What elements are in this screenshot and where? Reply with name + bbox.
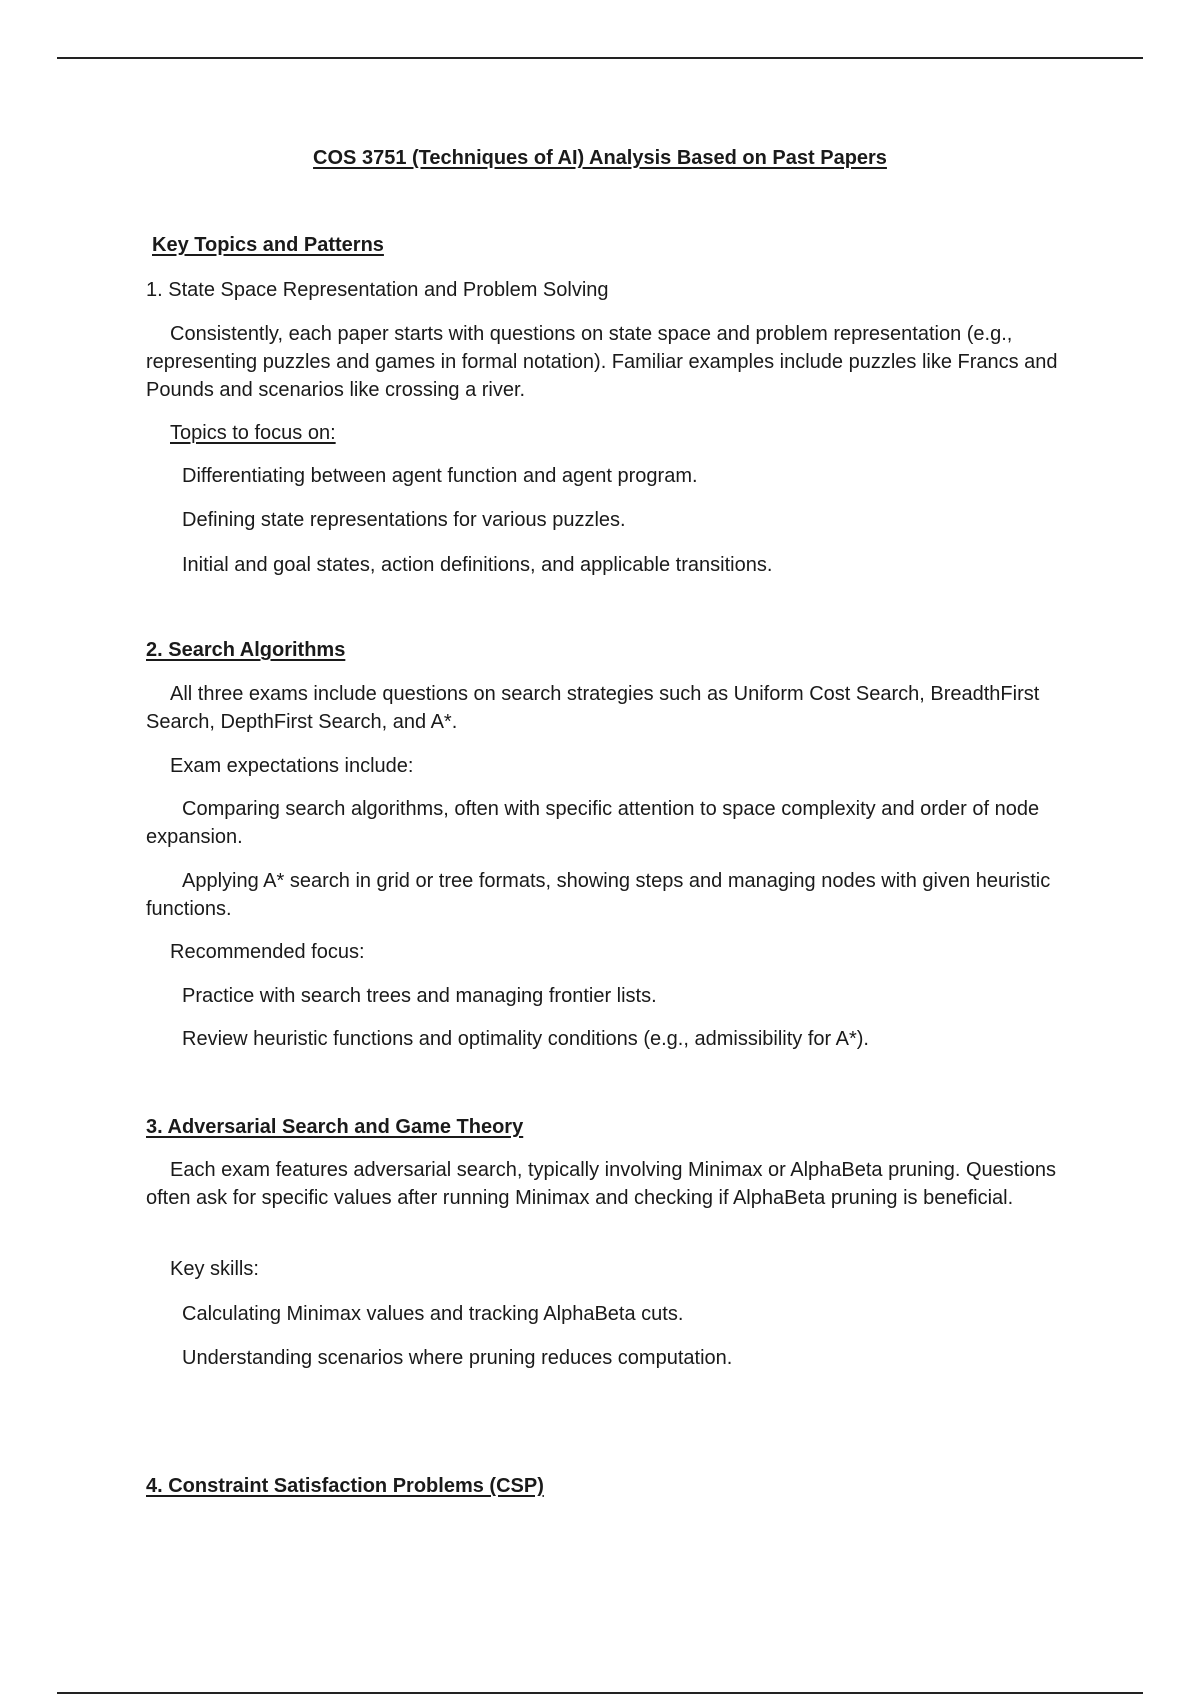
section1-item: Defining state representations for various puzzles. xyxy=(182,509,626,531)
section2-expectation: Comparing search algorithms, often with specific attention to space complexity and order of node expansion. xyxy=(146,798,1040,848)
key-topics-heading: Key Topics and Patterns xyxy=(152,234,384,256)
section1-intro: Consistently, each paper starts with questions on state space and problem representation (e.g., representing puzzles and games in formal notation). Familiar examples include puzzles like Francs and Pounds and scenarios like crossing a river. xyxy=(146,323,1058,401)
bottom-rule xyxy=(57,1692,1143,1694)
section2-heading: 2. Search Algorithms xyxy=(146,639,346,661)
top-rule xyxy=(57,57,1143,59)
section1-heading: 1. State Space Representation and Problem Solving xyxy=(146,279,609,301)
section2-focus-item: Review heuristic functions and optimality conditions (e.g., admissibility for A*). xyxy=(182,1028,869,1050)
section1-item: Initial and goal states, action definitions, and applicable transitions. xyxy=(182,554,773,576)
section2-expectations-label: Exam expectations include: xyxy=(170,755,414,777)
document-title: COS 3751 (Techniques of AI) Analysis Based on Past Papers xyxy=(313,147,887,169)
section3-intro: Each exam features adversarial search, typically involving Minimax or AlphaBeta pruning. Questions often ask for specific values after running Minimax and checking if AlphaBeta pruning is beneficial. xyxy=(146,1159,1056,1209)
section2-intro: All three exams include questions on search strategies such as Uniform Cost Search, BreadthFirst Search, DepthFirst Search, and A*. xyxy=(146,683,1040,733)
section2-focus-item: Practice with search trees and managing frontier lists. xyxy=(182,985,657,1007)
section2-focus-label: Recommended focus: xyxy=(170,941,365,963)
section1-item: Differentiating between agent function and agent program. xyxy=(182,465,698,487)
section3-item: Understanding scenarios where pruning reduces computation. xyxy=(182,1347,733,1369)
section2-expectation: Applying A* search in grid or tree formats, showing steps and managing nodes with given heuristic functions. xyxy=(146,870,1051,920)
section3-skills-label: Key skills: xyxy=(170,1258,259,1280)
section3-item: Calculating Minimax values and tracking AlphaBeta cuts. xyxy=(182,1303,684,1325)
section3-heading: 3. Adversarial Search and Game Theory xyxy=(146,1116,524,1138)
section4-heading: 4. Constraint Satisfaction Problems (CSP) xyxy=(146,1475,544,1497)
section1-focus-label: Topics to focus on: xyxy=(170,422,336,444)
